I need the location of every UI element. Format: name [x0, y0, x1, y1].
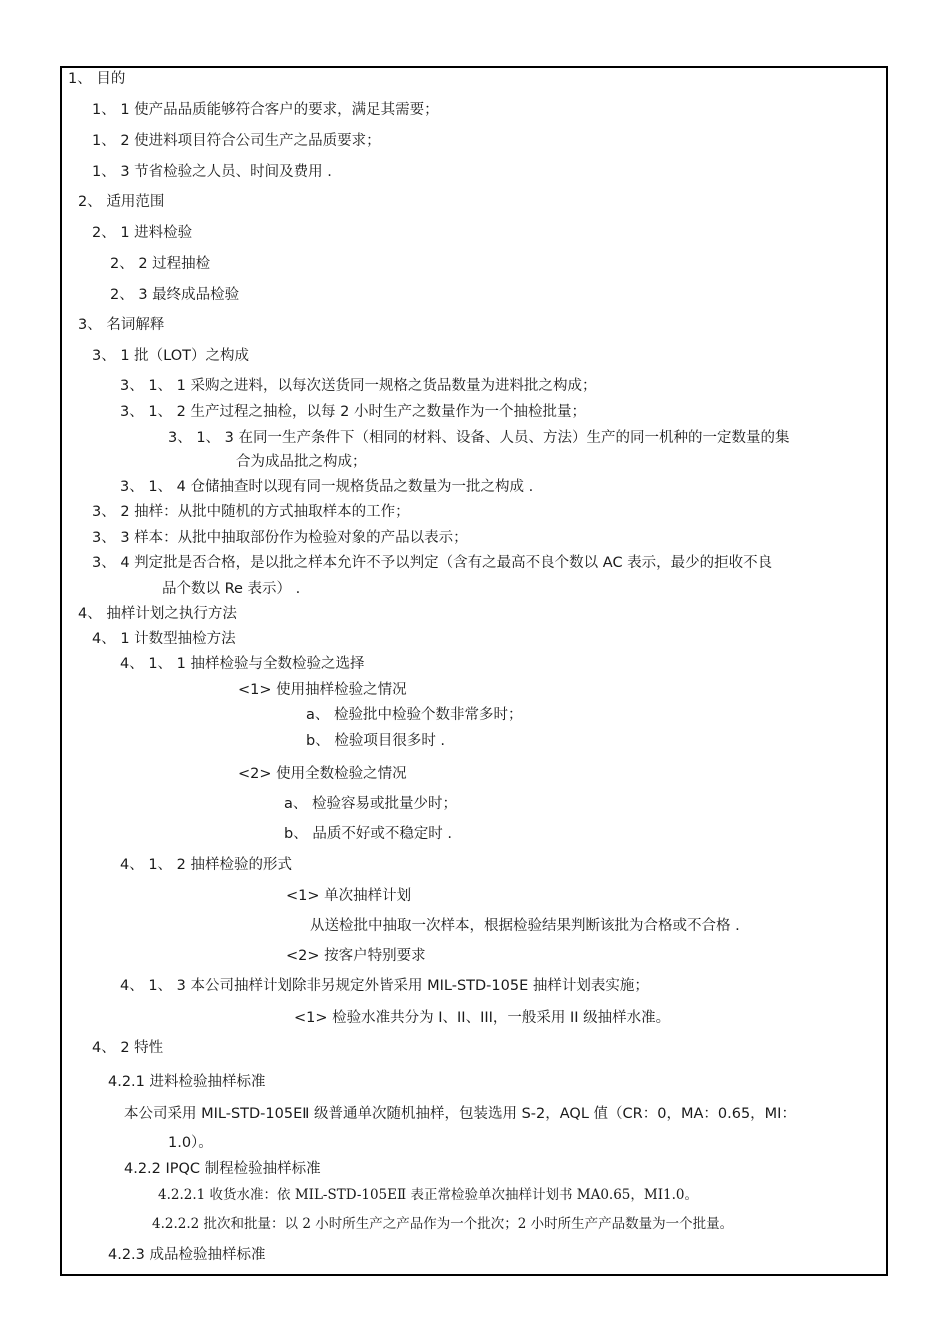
- text-line-l23: <1> 使用抽样检验之情况: [238, 682, 407, 698]
- text-line-l11: 3、 1、 1 采购之进料，以每次送货同一规格之货品数量为进料批之构成；: [120, 378, 597, 394]
- text-line-l39: 4.2.2 IPQC 制程检验抽样标准: [124, 1161, 321, 1177]
- text-line-l41: 4.2.2.2 批次和批量：以 2 小时所生产之产品作为一个批次；2 小时所生产产品数量为一个批量。: [152, 1216, 734, 1232]
- text-line-l13: 3、 1、 3 在同一生产条件下（相同的材料、设备、人员、方法）生产的同一机种的一定数量的集: [168, 430, 790, 446]
- text-line-l16: 3、 2 抽样：从批中随机的方式抽取样本的工作；: [92, 504, 410, 520]
- text-line-l15: 3、 1、 4 仓储抽查时以现有同一规格货品之数量为一批之构成 .: [120, 479, 534, 495]
- text-line-l03: 1、 2 使进料项目符合公司生产之品质要求；: [92, 133, 381, 149]
- text-line-l24: a、 检验批中检验个数非常多时；: [306, 707, 523, 723]
- text-line-l02: 1、 1 使产品品质能够符合客户的要求，满足其需要；: [92, 102, 439, 118]
- text-line-l09: 3、 名词解释: [78, 317, 165, 333]
- text-line-l07: 2、 2 过程抽检: [110, 256, 211, 272]
- text-line-l19: 品个数以 Re 表示） .: [162, 581, 301, 597]
- text-line-l32: <2> 按客户特别要求: [286, 948, 426, 964]
- text-line-l18: 3、 4 判定批是否合格，是以批之样本允许不予以判定（含有之最高不良个数以 AC 表示，最少的拒收不良: [92, 555, 773, 571]
- text-line-l14: 合为成品批之构成；: [236, 454, 367, 470]
- text-line-l17: 3、 3 样本：从批中抽取部份作为检验对象的产品以表示；: [92, 530, 468, 546]
- text-line-l40: 4.2.2.1 收货水准：依 MIL-STD-105EⅡ 表正常检验单次抽样计划书 MA0.65，MI1.0。: [158, 1187, 699, 1203]
- text-line-l06: 2、 1 进料检验: [92, 225, 193, 241]
- text-line-l26: <2> 使用全数检验之情况: [238, 766, 407, 782]
- text-line-l25: b、 检验项目很多时 .: [306, 733, 446, 749]
- text-line-l33: 4、 1、 3 本公司抽样计划除非另规定外皆采用 MIL-STD-105E 抽样计划表实施；: [120, 978, 649, 994]
- text-line-l37: 本公司采用 MIL-STD-105EⅡ 级普通单次随机抽样，包装选用 S-2，AQL 值（CR：0，MA：0.65，MI：: [124, 1106, 796, 1122]
- text-line-l30: <1> 单次抽样计划: [286, 888, 412, 904]
- text-line-l38: 1.0）。: [168, 1135, 213, 1151]
- text-line-l31: 从送检批中抽取一次样本，根据检验结果判断该批为合格或不合格 .: [310, 918, 740, 934]
- text-line-l29: 4、 1、 2 抽样检验的形式: [120, 857, 293, 873]
- text-line-l05: 2、 适用范围: [78, 194, 165, 210]
- text-line-l12: 3、 1、 2 生产过程之抽检，以每 2 小时生产之数量作为一个抽检批量；: [120, 404, 586, 420]
- text-line-l42: 4.2.3 成品检验抽样标准: [108, 1247, 266, 1263]
- text-line-l36: 4.2.1 进料检验抽样标准: [108, 1074, 266, 1090]
- text-line-l35: 4、 2 特性: [92, 1040, 164, 1056]
- text-line-l10: 3、 1 批（LOT）之构成: [92, 348, 250, 364]
- text-line-l04: 1、 3 节省检验之人员、时间及费用 .: [92, 164, 332, 180]
- text-line-l34: <1> 检验水准共分为 I、II、III，一般采用 II 级抽样水准。: [294, 1010, 671, 1026]
- text-line-l20: 4、 抽样计划之执行方法: [78, 606, 237, 622]
- text-line-l27: a、 检验容易或批量少时；: [284, 796, 457, 812]
- text-line-l21: 4、 1 计数型抽检方法: [92, 631, 236, 647]
- text-line-l01: 1、 目的: [68, 71, 126, 87]
- text-line-l22: 4、 1、 1 抽样检验与全数检验之选择: [120, 656, 365, 672]
- text-line-l08: 2、 3 最终成品检验: [110, 287, 240, 303]
- text-line-l28: b、 品质不好或不稳定时 .: [284, 826, 453, 842]
